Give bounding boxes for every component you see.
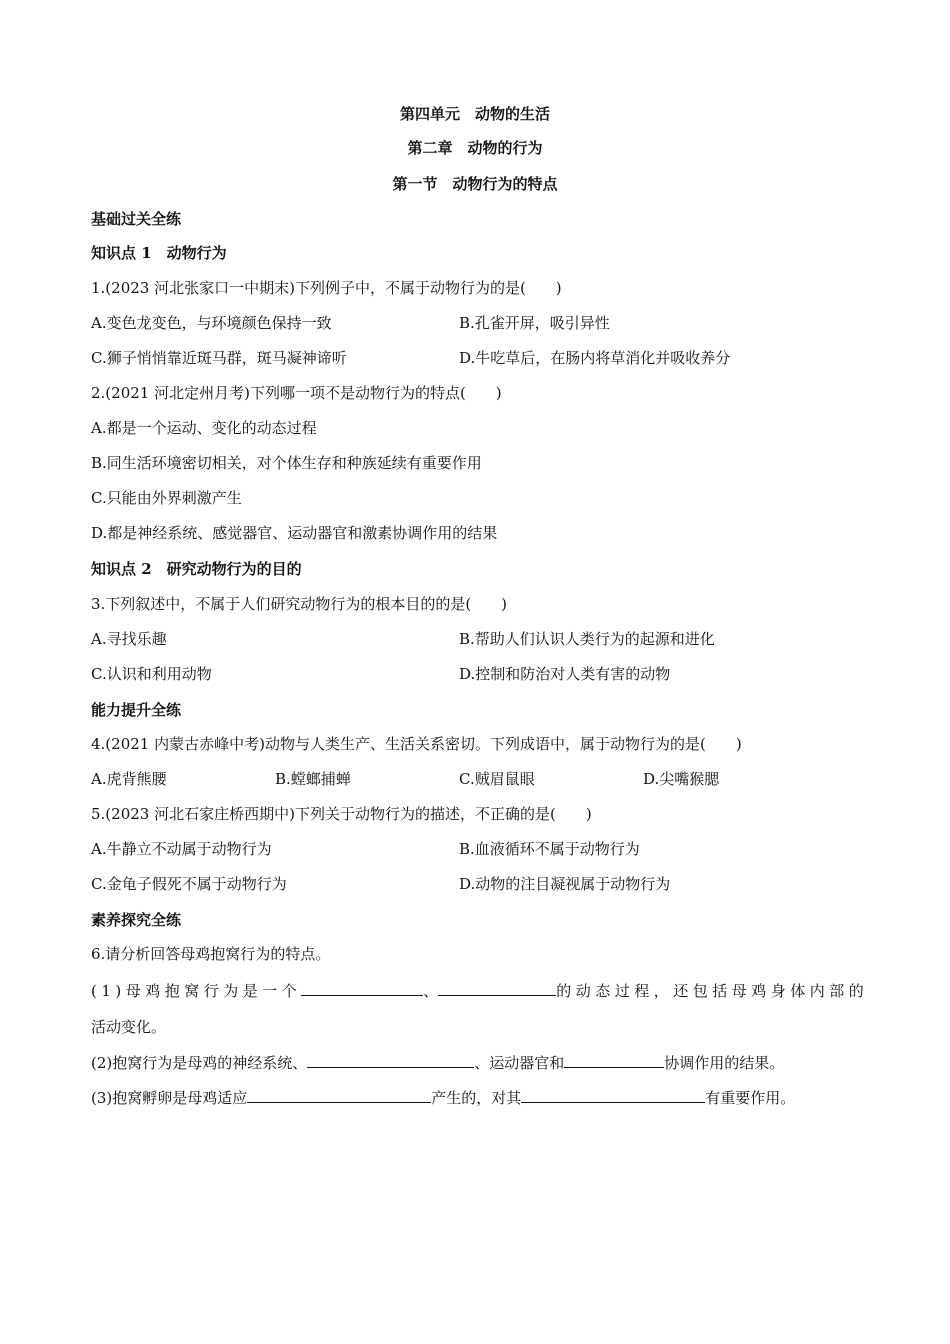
q6-part-3-text-c: 有重要作用。 (705, 1089, 796, 1107)
question-1-stem: 1.(2023 河北张家口一中期末)下列例子中，不属于动物行为的是( ) (91, 279, 562, 297)
question-6-part-3 (91, 1086, 795, 1108)
q6-blank-5[interactable] (247, 1086, 431, 1103)
q6-blank-1[interactable] (301, 979, 423, 996)
question-1-option-a: A.变色龙变色，与环境颜色保持一致 (91, 314, 332, 332)
question-3-option-a: A.寻找乐趣 (91, 630, 167, 648)
question-3-option-b: B.帮助人们认识人类行为的起源和进化 (459, 630, 715, 648)
question-1-option-c: C.狮子悄悄靠近斑马群，斑马凝神谛听 (91, 349, 347, 367)
question-3-option-d: D.控制和防治对人类有害的动物 (459, 665, 671, 683)
question-2-option-b: B.同生活环境密切相关，对个体生存和种族延续有重要作用 (91, 454, 482, 472)
heading-knowledge-point-2: 知识点 2 研究动物行为的目的 (91, 560, 302, 578)
q6-blank-2[interactable] (438, 979, 556, 996)
chapter-title: 第二章 动物的行为 (407, 139, 543, 157)
question-1-option-d: D.牛吃草后，在肠内将草消化并吸收养分 (459, 349, 731, 367)
q6-part-1-text-b: 的动态过程，还包括母鸡身体内部的 (556, 982, 869, 1000)
q6-part-2-text-a: (2)抱窝行为是母鸡的神经系统、 (91, 1054, 308, 1072)
question-6-stem: 6.请分析回答母鸡抱窝行为的特点。 (91, 945, 331, 963)
question-6-part-2 (91, 1051, 784, 1073)
question-2-stem: 2.(2021 河北定州月考)下列哪一项不是动物行为的特点( ) (91, 384, 502, 402)
question-1-option-b: B.孔雀开屏，吸引异性 (459, 314, 610, 332)
question-5-option-d: D.动物的注目凝视属于动物行为 (459, 875, 671, 893)
question-5-option-c: C.金龟子假死不属于动物行为 (91, 875, 287, 893)
question-2-option-a: A.都是一个运动、变化的动态过程 (91, 419, 317, 437)
q6-part-2-text-b: 、运动器官和 (474, 1054, 565, 1072)
question-6-part-1-cont: 活动变化。 (91, 1018, 167, 1036)
heading-ability: 能力提升全练 (91, 701, 182, 719)
question-6-part-1 (91, 979, 869, 1001)
question-3-stem: 3.下列叙述中，不属于人们研究动物行为的根本目的的是( ) (91, 595, 508, 613)
question-4-stem: 4.(2021 内蒙古赤峰中考)动物与人类生产、生活关系密切。下列成语中，属于动物行为的是( ) (91, 735, 742, 753)
q6-part-3-text-b: 产生的，对其 (431, 1089, 522, 1107)
question-4-option-c: C.贼眉鼠眼 (459, 770, 535, 788)
heading-knowledge-point-1: 知识点 1 动物行为 (91, 244, 227, 262)
q6-blank-4[interactable] (564, 1051, 664, 1068)
heading-literacy: 素养探究全练 (91, 911, 182, 929)
q6-blank-3[interactable] (307, 1051, 474, 1068)
q6-blank-6[interactable] (521, 1086, 705, 1103)
question-3-option-c: C.认识和利用动物 (91, 665, 212, 683)
heading-basic: 基础过关全练 (91, 210, 182, 228)
question-5-stem: 5.(2023 河北石家庄桥西期中)下列关于动物行为的描述，不正确的是( ) (91, 805, 592, 823)
question-2-option-c: C.只能由外界刺激产生 (91, 489, 242, 507)
question-5-option-b: B.血液循环不属于动物行为 (459, 840, 640, 858)
question-4-option-a: A.虎背熊腰 (91, 770, 167, 788)
q6-part-1-text-a: (1)母鸡抱窝行为是一个 (91, 982, 302, 1000)
question-4-option-b: B.螳螂捕蝉 (275, 770, 351, 788)
section-title: 第一节 动物行为的特点 (392, 175, 558, 193)
question-4-option-d: D.尖嘴猴腮 (643, 770, 720, 788)
q6-part-2-text-c: 协调作用的结果。 (664, 1054, 785, 1072)
q6-part-1-sep: 、 (423, 982, 439, 1000)
question-2-option-d: D.都是神经系统、感觉器官、运动器官和激素协调作用的结果 (91, 524, 498, 542)
unit-title: 第四单元 动物的生活 (399, 105, 550, 123)
q6-part-3-text-a: (3)抱窝孵卵是母鸡适应 (91, 1089, 248, 1107)
question-5-option-a: A.牛静立不动属于动物行为 (91, 840, 272, 858)
